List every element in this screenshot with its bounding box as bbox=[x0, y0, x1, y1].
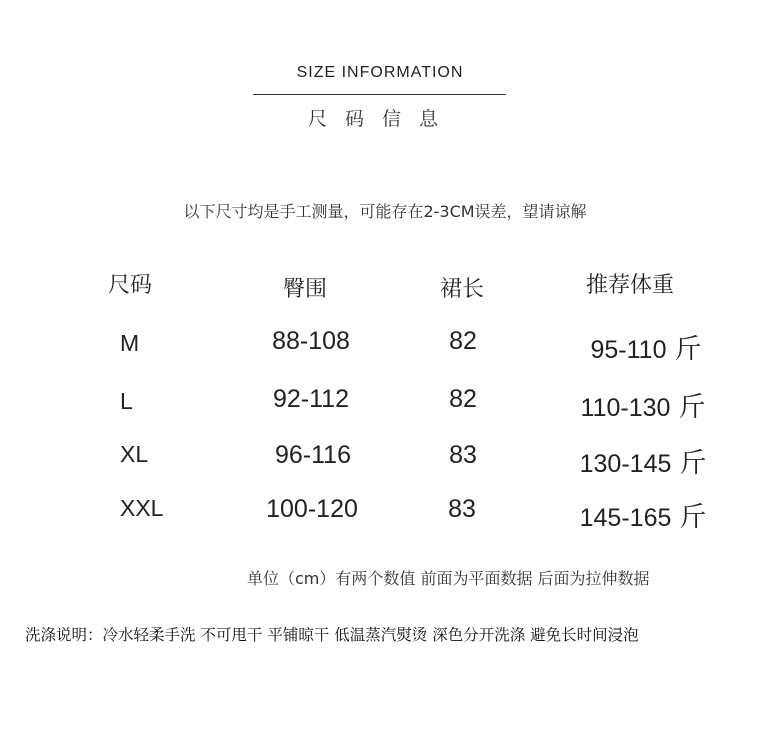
title-chinese: 尺码信息 bbox=[307, 108, 456, 130]
row-weight-unit: 斤 bbox=[679, 448, 707, 479]
row-weight-value: 110-130 bbox=[580, 394, 671, 422]
row-weight-unit: 斤 bbox=[674, 334, 702, 365]
title-english: SIZE INFORMATION bbox=[296, 64, 464, 81]
row-length: 83 bbox=[448, 495, 476, 523]
row-size: L bbox=[120, 388, 133, 414]
row-weight-value: 145-165 bbox=[579, 504, 672, 532]
row-hip: 100-120 bbox=[266, 495, 358, 523]
row-weight-value: 95-110 bbox=[590, 336, 667, 364]
row-hip: 88-108 bbox=[272, 327, 350, 355]
row-length: 83 bbox=[449, 441, 477, 469]
measurement-note: 以下尺寸均是手工测量，可能存在2-3CM误差，望请谅解 bbox=[183, 202, 587, 221]
row-size: XL bbox=[120, 441, 149, 467]
row-hip: 92-112 bbox=[273, 385, 349, 413]
header-size: 尺码 bbox=[108, 273, 153, 298]
row-weight-unit: 斤 bbox=[678, 392, 706, 423]
unit-note: 单位（cm）有两个数值 前面为平面数据 后面为拉伸数据 bbox=[247, 569, 650, 588]
row-size: M bbox=[120, 330, 140, 356]
row-weight-unit: 斤 bbox=[679, 502, 707, 533]
header-length: 裙长 bbox=[440, 277, 485, 302]
row-weight bbox=[581, 385, 706, 424]
row-weight bbox=[580, 441, 707, 480]
row-length: 82 bbox=[449, 385, 477, 413]
row-size: XXL bbox=[120, 495, 164, 521]
row-weight-value: 130-145 bbox=[579, 450, 672, 478]
wash-instructions: 洗涤说明：冷水轻柔手洗 不可甩干 平铺晾干 低温蒸汽熨烫 深色分开洗涤 避免长时间浸泡 bbox=[25, 626, 639, 644]
header-hip: 臀围 bbox=[283, 277, 328, 302]
row-length: 82 bbox=[449, 327, 477, 355]
row-hip: 96-116 bbox=[275, 441, 351, 469]
header-weight: 推荐体重 bbox=[586, 273, 675, 298]
row-weight bbox=[580, 495, 707, 534]
row-weight bbox=[591, 327, 702, 366]
